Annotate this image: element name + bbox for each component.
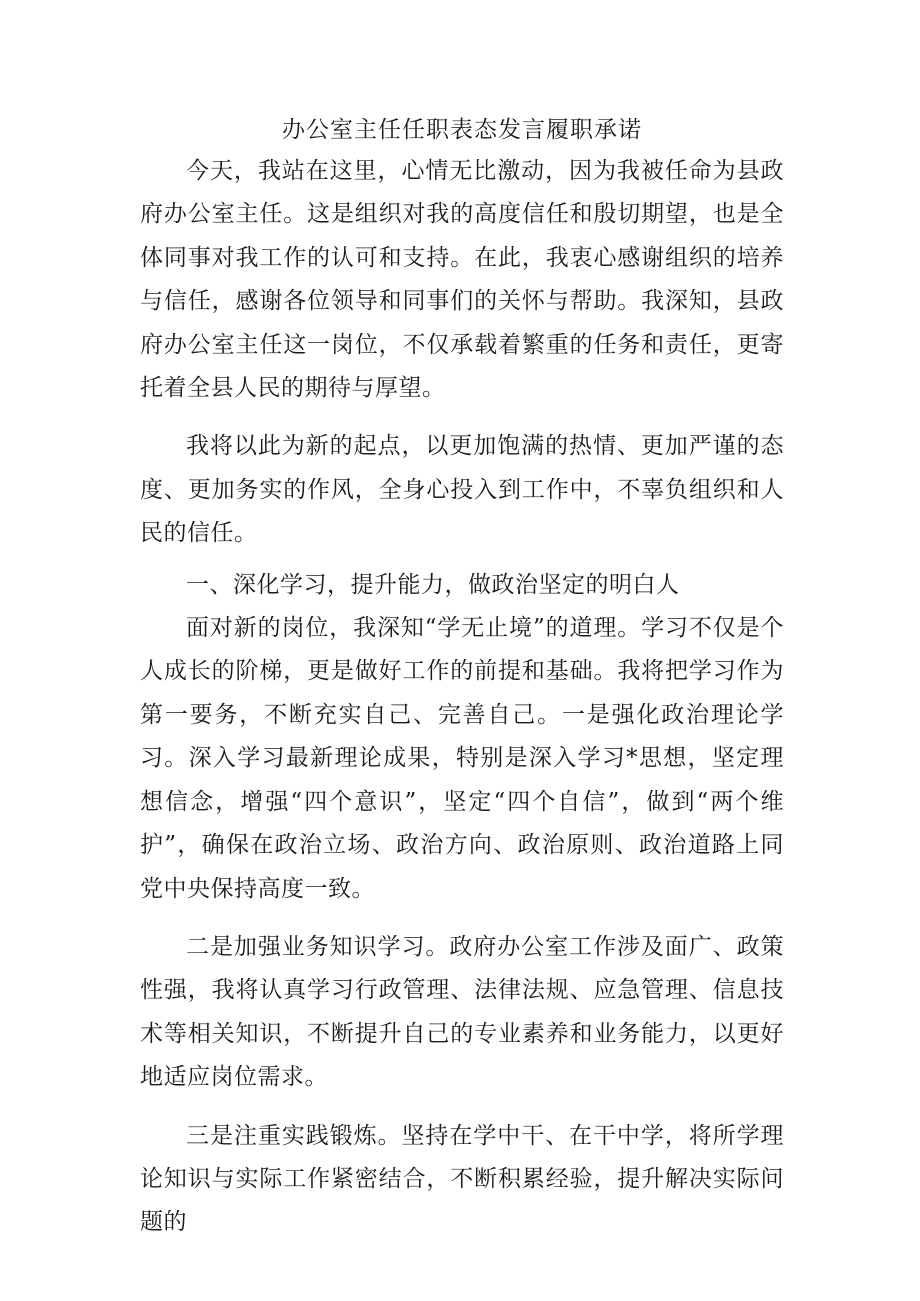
paragraph-practice: 三是注重实践锻炼。坚持在学中干、在干中学，将所学理论知识与实际工作紧密结合，不断积累经验，提升解决实际问题的	[140, 1122, 784, 1236]
paragraph-commitment: 我将以此为新的起点，以更加饱满的热情、更加严谨的态度、更加务实的作风，全身心投入到工作中，不辜负组织和人民的信任。	[140, 433, 784, 547]
paragraph-business-knowledge: 二是加强业务知识学习。政府办公室工作涉及面广、政策性强，我将认真学习行政管理、法律法规、应急管理、信息技术等相关知识，不断提升自己的专业素养和业务能力，以更好地适应岗位需求。	[140, 933, 784, 1091]
document-page	[140, 110, 784, 1245]
document-title: 办公室主任任职表态发言履职承诺	[282, 117, 642, 143]
paragraph-intro: 今天，我站在这里，心情无比激动，因为我被任命为县政府办公室主任。这是组织对我的高度信任和殷切期望，也是全体同事对我工作的认可和支持。在此，我衷心感谢组织的培养与信任，感谢各位领导和同事们的关怀与帮助。我深知，县政府办公室主任这一岗位，不仅承载着繁重的任务和责任，更寄托着全县人民的期待与厚望。	[140, 158, 784, 402]
section-heading-1: 一、深化学习，提升能力，做政治坚定的明白人	[186, 571, 680, 598]
paragraph-study: 面对新的岗位，我深知“学无止境”的道理。学习不仅是个人成长的阶梯，更是做好工作的前提和基础。我将把学习作为第一要务，不断充实自己、完善自己。一是强化政治理论学习。深入学习最新理论成果，特别是深入学习*思想，坚定理想信念，增强“四个意识”，坚定“四个自信”，做到“两个维护”，确保在政治立场、政治方向、政治原则、政治道路上同党中央保持高度一致。	[140, 615, 784, 902]
